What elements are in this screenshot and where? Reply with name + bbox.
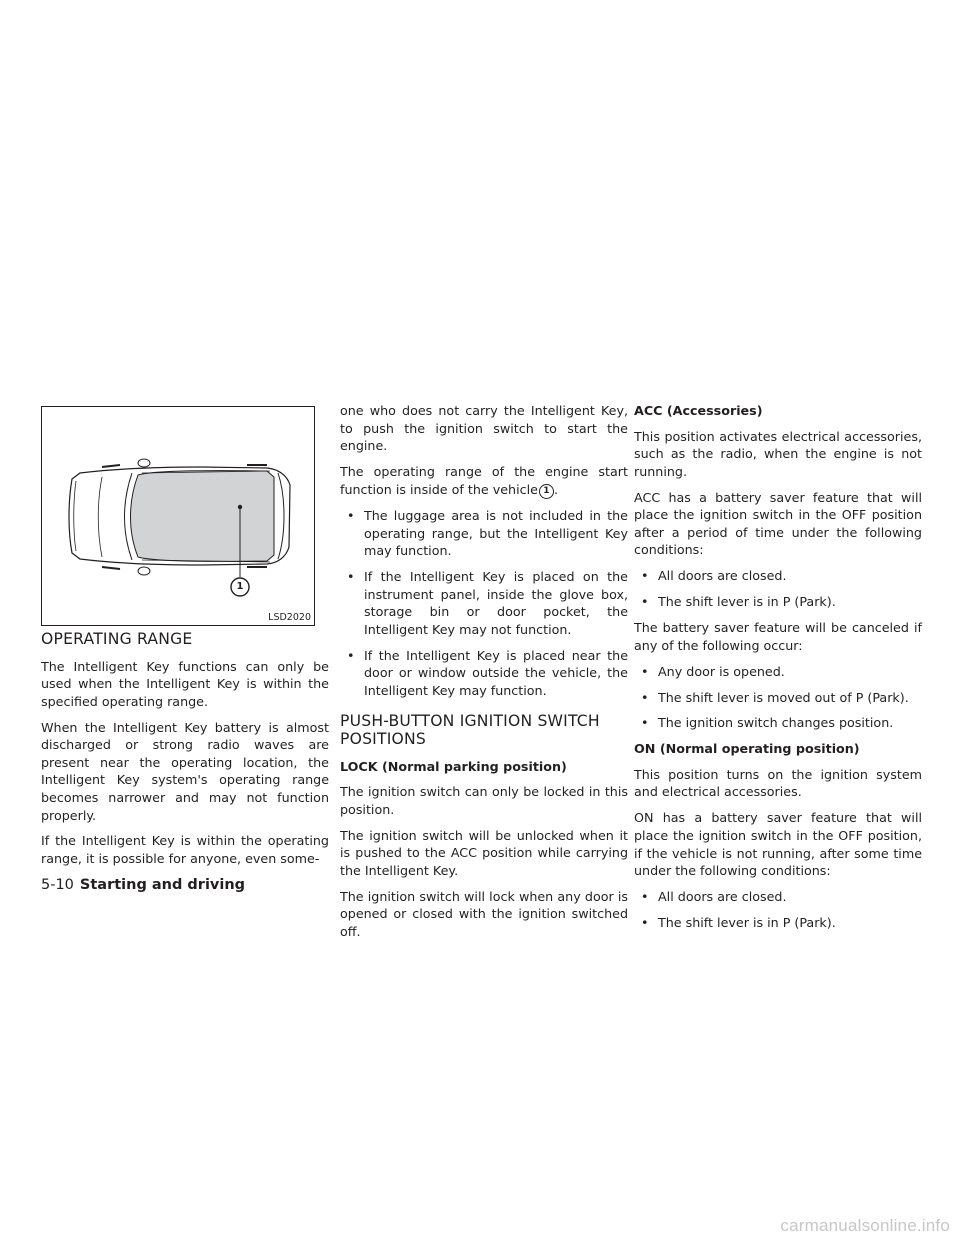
paragraph: one who does not carry the Intelligent Key, to push the ignition switch to start the engine. (340, 403, 628, 454)
page-number: 5-10 (41, 877, 74, 893)
list-item: • If the Intelligent Key is placed near the door or window outside the vehicle, the Intelligent Key may function. (346, 647, 628, 700)
heading-operating-range: OPERATING RANGE (41, 630, 193, 648)
list-item: • The luggage area is not included in the operating range, but the Intelligent Key may function. (346, 507, 628, 560)
car-top-view-icon (42, 407, 313, 624)
bullet-list (634, 888, 922, 931)
column-3 (634, 402, 922, 940)
list-item: • All doors are closed. (640, 888, 922, 906)
bullet-list (634, 567, 922, 610)
list-item: • All doors are closed. (640, 567, 922, 585)
column-2 (340, 402, 628, 949)
paragraph: The ignition switch will be unlocked when it is pushed to the ACC position while carrying the Intelligent Key. (340, 827, 628, 878)
bullet-list (634, 663, 922, 732)
watermark: carmanualsonline.info (780, 1216, 950, 1235)
paragraph: When the Intelligent Key battery is almost discharged or strong radio waves are present near the operating location, the Intelligent Key system's operating range becomes narrower and may not function properly. (41, 719, 329, 823)
figure-operating-range (41, 406, 315, 626)
heading-push-button-ignition: PUSH-BUTTON IGNITION SWITCH POSITIONS (340, 711, 600, 748)
figure-callout-1: 1 (236, 581, 244, 592)
subheading-lock: LOCK (Normal parking position) (340, 758, 567, 774)
subheading-on: ON (Normal operating position) (634, 741, 860, 757)
figure-code: LSD2020 (268, 612, 311, 623)
paragraph: The ignition switch will lock when any door is opened or closed with the ignition switched off. (340, 888, 628, 939)
list-item: • The ignition switch changes position. (640, 714, 922, 732)
paragraph: ON has a battery saver feature that will place the ignition switch in the OFF position, if the vehicle is not running, after some time under the following conditions: (634, 810, 922, 879)
paragraph: This position activates electrical accessories, such as the radio, when the engine is not running. (634, 428, 922, 479)
callout-1-icon: 1 (539, 484, 554, 499)
chapter-title: Starting and driving (79, 877, 246, 893)
list-item: • The shift lever is in P (Park). (640, 914, 922, 932)
subheading-acc: ACC (Accessories) (634, 403, 763, 418)
paragraph: ACC has a battery saver feature that will place the ignition switch in the OFF position after a period of time under the following conditions: (634, 489, 922, 558)
paragraph: The battery saver feature will be canceled if any of the following occur: (634, 620, 922, 653)
paragraph: The Intelligent Key functions can only be used when the Intelligent Key is within the specified operating range. (41, 658, 329, 709)
list-item: • The shift lever is moved out of P (Park). (640, 689, 922, 707)
paragraph-text: . (553, 481, 558, 497)
paragraph: If the Intelligent Key is within the operating range, it is possible for anyone, even some- (41, 833, 329, 867)
paragraph: The ignition switch can only be locked in this position. (340, 784, 628, 817)
column-1 (41, 630, 329, 876)
list-item: • Any door is opened. (640, 663, 922, 681)
bullet-list (340, 507, 628, 700)
paragraph (340, 463, 628, 499)
paragraph: This position turns on the ignition system and electrical accessories. (634, 766, 922, 800)
paragraph-text: The operating range of the engine start function is inside of the vehicle (340, 464, 628, 497)
page-footer (41, 876, 245, 894)
list-item: • If the Intelligent Key is placed on the instrument panel, inside the glove box, storage bin or door pocket, the Intelligent Key may not function. (346, 568, 628, 638)
list-item: • The shift lever is in P (Park). (640, 593, 922, 611)
